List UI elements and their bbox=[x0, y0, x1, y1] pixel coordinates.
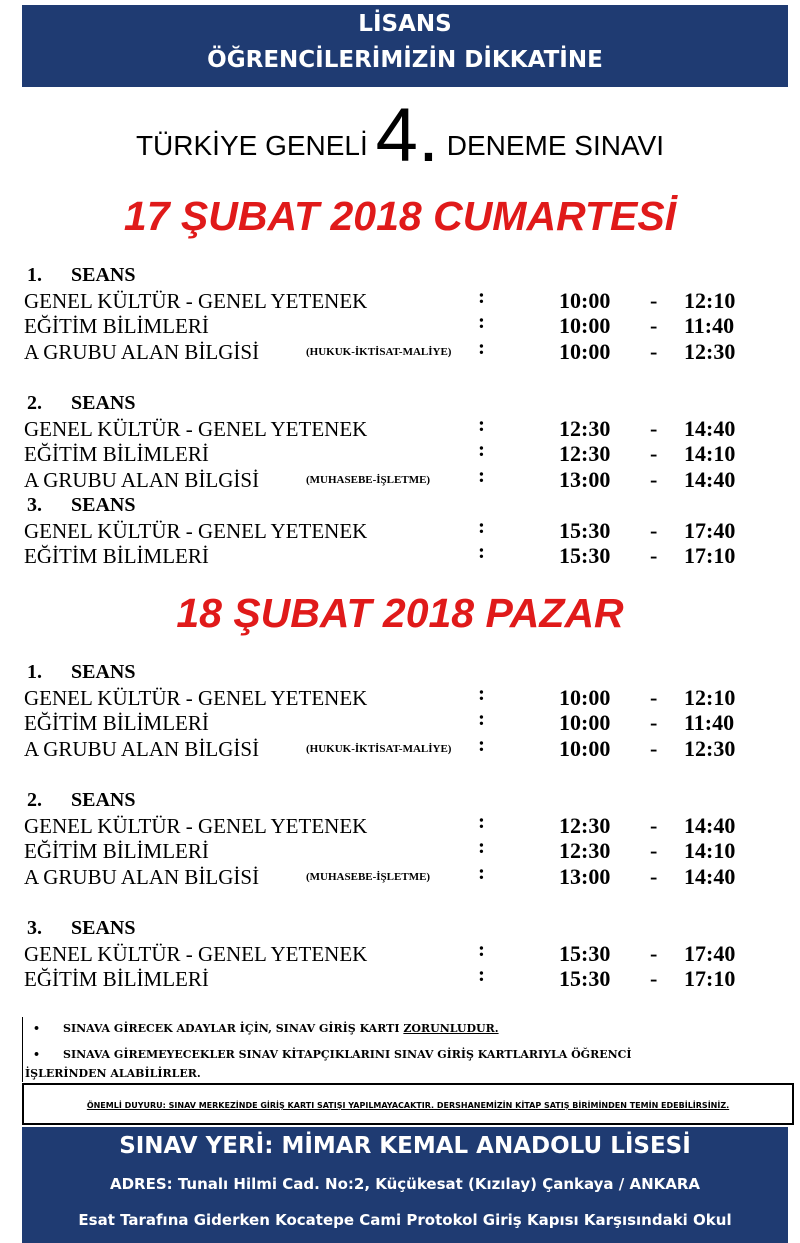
separator-colon: : bbox=[478, 834, 485, 859]
start-time: 15:30 bbox=[559, 543, 611, 569]
separator-colon: : bbox=[478, 706, 485, 731]
subject-name: A GRUBU ALAN BİLGİSİ bbox=[24, 736, 260, 761]
note-text: SINAVA GİREMEYECEKLER SINAV KİTAPÇIKLARINI SINAV GİRİŞ KARTLARIYLA ÖĞRENCİ bbox=[63, 1048, 632, 1061]
schedule-row bbox=[24, 437, 784, 467]
schedule-row bbox=[24, 539, 784, 569]
schedule-row bbox=[24, 513, 784, 544]
time-dash: - bbox=[650, 338, 658, 364]
subject-name: GENEL KÜLTÜR - GENEL YETENEK bbox=[24, 288, 368, 313]
subject-name: EĞİTİM BİLİMLERİ bbox=[24, 314, 209, 339]
time-dash: - bbox=[650, 863, 658, 889]
exam-title bbox=[0, 92, 800, 179]
end-time: 14:40 bbox=[684, 466, 736, 492]
end-time: 17:10 bbox=[684, 543, 736, 569]
end-time: 14:40 bbox=[684, 415, 736, 441]
end-time: 17:40 bbox=[684, 517, 736, 543]
session-label-text: SEANS bbox=[71, 661, 136, 683]
subject-note: (MUHASEBE-İŞLETME) bbox=[306, 473, 431, 486]
session-label bbox=[27, 390, 135, 416]
exam-title-prefix: TÜRKİYE GENELİ bbox=[135, 130, 368, 161]
header-line-1: LİSANS bbox=[358, 11, 452, 37]
end-time: 14:40 bbox=[684, 863, 736, 889]
end-time: 14:40 bbox=[684, 812, 736, 838]
separator-colon: : bbox=[478, 462, 485, 487]
subject-name: A GRUBU ALAN BİLGİSİ bbox=[24, 864, 260, 889]
end-time: 14:10 bbox=[684, 838, 736, 864]
schedule-row bbox=[24, 680, 784, 711]
start-time: 12:30 bbox=[559, 441, 611, 467]
session-label bbox=[27, 262, 135, 288]
separator-colon: : bbox=[478, 309, 485, 334]
start-time: 15:30 bbox=[559, 517, 611, 543]
start-time: 10:00 bbox=[559, 338, 611, 364]
start-time: 10:00 bbox=[559, 684, 611, 710]
subject-name: GENEL KÜLTÜR - GENEL YETENEK bbox=[24, 813, 368, 838]
separator-colon: : bbox=[478, 962, 485, 987]
session-label-text: SEANS bbox=[71, 264, 136, 286]
note-emphasis: ZORUNLUDUR. bbox=[403, 1022, 499, 1035]
schedule-row bbox=[24, 411, 784, 442]
end-time: 17:10 bbox=[684, 966, 736, 992]
venue-directions: Esat Tarafına Giderken Kocatepe Cami Protokol Giriş Kapısı Karşısındaki Okul bbox=[78, 1211, 732, 1229]
time-dash: - bbox=[650, 287, 658, 313]
time-dash: - bbox=[650, 940, 658, 966]
subject-name: EĞİTİM BİLİMLERİ bbox=[24, 967, 209, 992]
start-time: 15:30 bbox=[559, 940, 611, 966]
separator-colon: : bbox=[478, 283, 485, 308]
separator-colon: : bbox=[478, 859, 485, 884]
separator-colon: : bbox=[478, 513, 485, 538]
schedule-row bbox=[24, 962, 784, 992]
separator-colon: : bbox=[478, 437, 485, 462]
start-time: 10:00 bbox=[559, 313, 611, 339]
subject-note: (HUKUK-İKTİSAT-MALİYE) bbox=[306, 345, 452, 358]
subject-name: GENEL KÜLTÜR - GENEL YETENEK bbox=[24, 685, 368, 710]
session-number: 1. bbox=[27, 661, 42, 683]
session-label-text: SEANS bbox=[71, 392, 136, 414]
exam-title-suffix: DENEME SINAVI bbox=[446, 130, 665, 161]
schedule-row bbox=[24, 936, 784, 967]
end-time: 12:30 bbox=[684, 338, 736, 364]
separator-colon: : bbox=[478, 411, 485, 436]
day-title: 17 ŞUBAT 2018 CUMARTESİ bbox=[123, 193, 677, 239]
session-label-text: SEANS bbox=[71, 789, 136, 811]
session-label-text: SEANS bbox=[71, 917, 136, 939]
schedule-row bbox=[24, 706, 784, 736]
time-dash: - bbox=[650, 735, 658, 761]
separator-colon: : bbox=[478, 936, 485, 961]
schedule-row bbox=[24, 808, 784, 839]
subject-name: GENEL KÜLTÜR - GENEL YETENEK bbox=[24, 518, 368, 543]
subject-name: GENEL KÜLTÜR - GENEL YETENEK bbox=[24, 416, 368, 441]
time-dash: - bbox=[650, 313, 658, 339]
session-number: 2. bbox=[27, 789, 42, 811]
start-time: 12:30 bbox=[559, 838, 611, 864]
session-number: 3. bbox=[27, 494, 42, 516]
start-time: 13:00 bbox=[559, 863, 611, 889]
time-dash: - bbox=[650, 517, 658, 543]
note-item bbox=[23, 1021, 783, 1037]
start-time: 10:00 bbox=[559, 710, 611, 736]
bullet-icon: • bbox=[33, 1048, 41, 1061]
announcement-box: ÖNEMLİ DUYURU: SINAV MERKEZİNDE GİRİŞ KARTI SATIŞI YAPILMAYACAKTIR. DERSHANEMİZİN KİTAP SATIŞ BİRİMİNDEN TEMİN EDEBİLİRSİNİZ. bbox=[22, 1083, 794, 1125]
end-time: 17:40 bbox=[684, 940, 736, 966]
session-label-text: SEANS bbox=[71, 494, 136, 516]
notes bbox=[22, 1017, 783, 1082]
time-dash: - bbox=[650, 466, 658, 492]
subject-name: A GRUBU ALAN BİLGİSİ bbox=[24, 467, 260, 492]
separator-colon: : bbox=[478, 680, 485, 705]
time-dash: - bbox=[650, 710, 658, 736]
time-dash: - bbox=[650, 543, 658, 569]
session-number: 1. bbox=[27, 264, 42, 286]
separator-colon: : bbox=[478, 539, 485, 564]
start-time: 10:00 bbox=[559, 735, 611, 761]
start-time: 12:30 bbox=[559, 812, 611, 838]
schedule-row bbox=[24, 309, 784, 339]
subject-name: A GRUBU ALAN BİLGİSİ bbox=[24, 339, 260, 364]
schedule-row bbox=[24, 859, 784, 890]
separator-colon: : bbox=[478, 731, 485, 756]
time-dash: - bbox=[650, 838, 658, 864]
end-time: 12:10 bbox=[684, 287, 736, 313]
note-item bbox=[23, 1047, 783, 1063]
start-time: 12:30 bbox=[559, 415, 611, 441]
day-title: 18 ŞUBAT 2018 PAZAR bbox=[176, 590, 624, 636]
exam-number: 4. bbox=[375, 93, 439, 178]
header-line-2: ÖĞRENCİLERİMİZİN DİKKATİNE bbox=[207, 47, 603, 73]
separator-colon: : bbox=[478, 334, 485, 359]
subject-name: GENEL KÜLTÜR - GENEL YETENEK bbox=[24, 941, 368, 966]
schedule-row bbox=[24, 462, 784, 493]
bullet-icon: • bbox=[33, 1022, 41, 1035]
subject-name: EĞİTİM BİLİMLERİ bbox=[24, 839, 209, 864]
session-label bbox=[27, 915, 135, 941]
session-label bbox=[27, 659, 135, 685]
schedule-row bbox=[24, 334, 784, 365]
session-label bbox=[27, 492, 135, 518]
end-time: 12:10 bbox=[684, 684, 736, 710]
session-label bbox=[27, 787, 135, 813]
subject-note: (HUKUK-İKTİSAT-MALİYE) bbox=[306, 742, 452, 755]
session-number: 2. bbox=[27, 392, 42, 414]
subject-name: EĞİTİM BİLİMLERİ bbox=[24, 442, 209, 467]
venue-title: SINAV YERİ: MİMAR KEMAL ANADOLU LİSESİ bbox=[119, 1133, 691, 1159]
header-banner bbox=[22, 5, 788, 87]
end-time: 11:40 bbox=[684, 710, 735, 736]
time-dash: - bbox=[650, 441, 658, 467]
note-text-continued: İŞLERİNDEN ALABİLİRLER. bbox=[25, 1067, 201, 1080]
schedule-row bbox=[24, 731, 784, 762]
venue-banner bbox=[22, 1127, 788, 1243]
start-time: 13:00 bbox=[559, 466, 611, 492]
start-time: 15:30 bbox=[559, 966, 611, 992]
venue-address: ADRES: Tunalı Hilmi Cad. No:2, Küçükesat (Kızılay) Çankaya / ANKARA bbox=[109, 1175, 701, 1193]
time-dash: - bbox=[650, 415, 658, 441]
session-number: 3. bbox=[27, 917, 42, 939]
start-time: 10:00 bbox=[559, 287, 611, 313]
end-time: 11:40 bbox=[684, 313, 735, 339]
subject-note: (MUHASEBE-İŞLETME) bbox=[306, 870, 431, 883]
time-dash: - bbox=[650, 812, 658, 838]
schedule-row bbox=[24, 283, 784, 314]
time-dash: - bbox=[650, 684, 658, 710]
end-time: 12:30 bbox=[684, 735, 736, 761]
schedule-row bbox=[24, 834, 784, 864]
subject-name: EĞİTİM BİLİMLERİ bbox=[24, 711, 209, 736]
time-dash: - bbox=[650, 966, 658, 992]
note-text: SINAVA GİRECEK ADAYLAR İÇİN, SINAV GİRİŞ KARTI bbox=[63, 1022, 404, 1035]
end-time: 14:10 bbox=[684, 441, 736, 467]
subject-name: EĞİTİM BİLİMLERİ bbox=[24, 544, 209, 569]
separator-colon: : bbox=[478, 808, 485, 833]
